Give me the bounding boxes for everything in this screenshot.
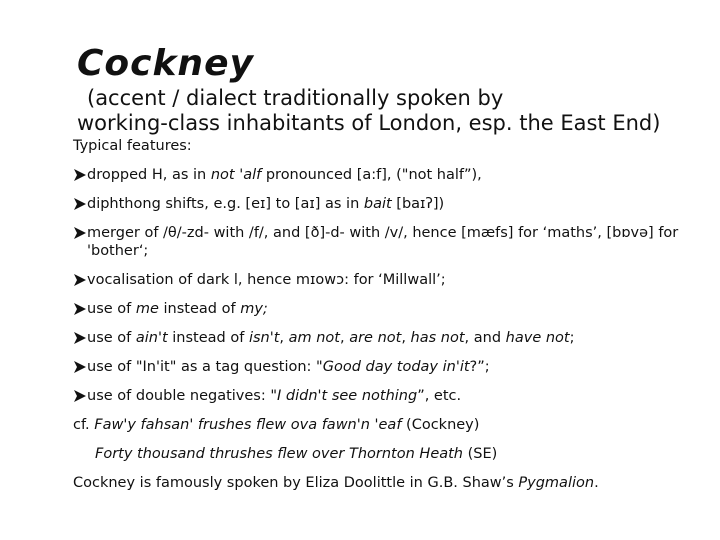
feature-text [87,271,703,289]
arrow-bullet-icon [73,226,87,240]
feature-text [87,195,703,213]
text-run: vocalisation of dark l, hence mɪowɔ: for ‘Millwall’; [87,272,446,288]
feature-list-item [73,300,703,318]
italic-text: I didn't see nothing [277,388,418,404]
arrow-bullet-icon [73,197,87,211]
italic-text: Pygmalion [518,475,595,491]
arrow-bullet-icon [73,389,87,403]
italic-text: Forty thousand thrushes flew over Thornton Heath [95,446,463,462]
cf-line [73,416,703,434]
text-run: merger of /θ/-zd- with /f/, and [ð]-d- with /v/, hence [mæfs] for ‘maths’, [bɒvə] for 'bother‘; [87,225,679,259]
arrow-bullet-icon [73,273,87,287]
italic-text: have not [505,330,570,346]
intro-text: Typical features: [73,138,192,154]
arrow-bullet-icon [73,302,87,316]
text-run: use of [87,301,136,317]
italic-text: me [135,301,159,317]
feature-list-item [73,224,703,260]
slide-body [73,137,703,503]
text-run: , and [464,330,506,346]
arrow-bullet-icon [73,168,87,182]
text-run: (SE) [463,446,498,462]
italic-text: bait [363,196,392,212]
text-run: [baɪʔ]) [391,196,445,212]
italic-text: are not [349,330,402,346]
text-run: ; [569,330,575,346]
text-run: , [279,330,289,346]
feature-text [87,166,703,184]
text-run: ?”; [469,359,490,375]
feature-list-item [73,166,703,184]
subtitle-line-2: working-class inhabitants of London, esp. the East End) [77,111,661,135]
arrow-bullet-icon [73,331,87,345]
closing-text [73,474,703,492]
feature-text [87,300,703,318]
text-run: dropped H, as in [87,167,211,183]
italic-text: has not [410,330,465,346]
text-run: , [339,330,350,346]
feature-list [73,166,703,405]
italic-text: ain't [135,330,168,346]
text-run: , [401,330,411,346]
text-run: use of "In'it" as a tag question: " [87,359,323,375]
feature-text [87,387,703,405]
text-run: diphthong shifts, e.g. [eɪ] to [aɪ] as in [87,196,364,212]
subtitle-line-1: (accent / dialect traditionally spoken by [87,86,504,110]
feature-list-item [73,387,703,405]
feature-list-item [73,358,703,376]
italic-text: not 'alf [210,167,262,183]
text-run: use of double negatives: " [87,388,278,404]
italic-text: Good day today in'it [322,359,470,375]
text-run: instead of [158,301,241,317]
italic-text: Faw'y fahsan' frushes flew ova fawn'n 'eaf [94,417,402,433]
italic-text: my; [240,301,268,317]
slide-title: Cockney [77,43,254,84]
text-run: pronounced [a:f], ("not half”), [261,167,482,183]
feature-list-item [73,271,703,289]
italic-text: am not [288,330,340,346]
text-run: instead of [167,330,249,346]
feature-text [87,224,703,260]
feature-text [87,358,703,376]
italic-text: isn't [248,330,280,346]
text-run: cf. [73,417,95,433]
text-run: use of [87,330,136,346]
feature-list-item [73,195,703,213]
arrow-bullet-icon [73,360,87,374]
text-run: (Cockney) [401,417,480,433]
text-run: Cockney is famously spoken by Eliza Doolittle in G.B. Shaw’s [73,475,519,491]
text-run: . [594,475,599,491]
feature-text [87,329,703,347]
slide-subtitle [77,86,707,136]
cf-line-standard [73,445,703,463]
slide-title-block [77,42,707,136]
feature-list-item [73,329,703,347]
text-run: ”, etc. [417,388,462,404]
